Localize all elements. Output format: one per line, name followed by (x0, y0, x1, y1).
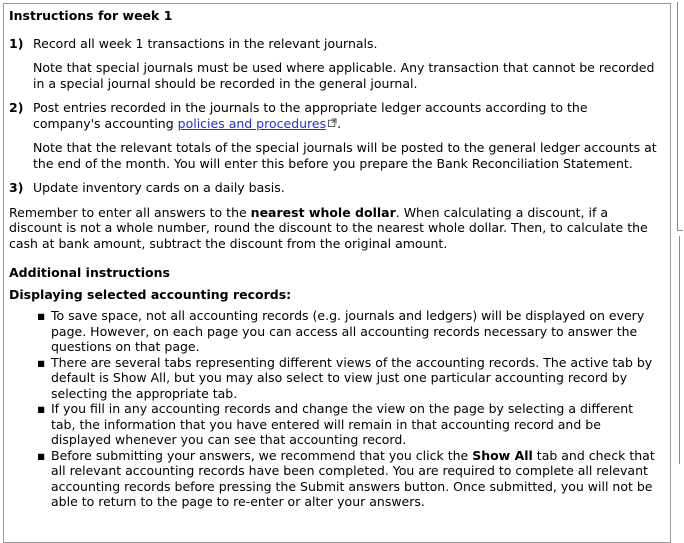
step-text-end: . (337, 115, 342, 131)
step-number: 3) (9, 180, 24, 195)
displaying-records-heading: Displaying selected accounting records: (9, 286, 292, 302)
bullet-icon: ▪ (37, 308, 46, 323)
step-text: Post entries recorded in the journals to the appropriate ledger accounts according to the company's accounting (33, 100, 588, 131)
policies-link[interactable]: policies and procedures (177, 115, 327, 131)
step-2 (9, 100, 659, 131)
instructions-content (9, 8, 659, 510)
step-number: 2) (9, 100, 24, 115)
step-3 (9, 180, 659, 196)
note-special-journal-totals: Note that the relevant totals of the special journals will be posted to the general ledger accounts at the end of the month. You will enter this before you prepare the Bank Reconciliation Statement. (33, 140, 657, 171)
step-1 (9, 36, 659, 52)
adjacent-panel-edge-lower (679, 236, 680, 464)
bullet-icon: ▪ (37, 354, 46, 370)
list-item: ▪ There are several tabs representing different views of the accounting records. The active tab by default is Show All, but you may also select to view just one particular accounting record by selecting the appropriate tab. (37, 354, 653, 401)
rounding-instructions: Remember to enter all answers to the nearest whole dollar. When calculating a discount, if a discount is not a whole number, round the discount to the nearest whole dollar. Then, to calculate the cash at bank amount, subtract the discount from the original amount. (9, 204, 648, 251)
note-special-journals: Note that special journals must be used where applicable. Any transaction that cannot be recorded in a special journal should be recorded in the general journal. (33, 60, 655, 91)
bullet-icon: ▪ (37, 401, 46, 416)
list-item: ▪ Before submitting your answers, we recommend that you click the Show All tab and check that all relevant accounting records have been completed. You are required to complete all relevant accounting records before pressing the Submit answers button. Once submitted, you will not be able to return to the page to re-enter or alter your answers. (37, 447, 655, 509)
instruction-bullets (9, 308, 659, 510)
external-link-icon[interactable] (328, 118, 337, 127)
show-all-emphasis: Show All (472, 447, 533, 463)
adjacent-panel-divider (677, 230, 683, 231)
page-title: Instructions for week 1 (9, 8, 173, 23)
adjacent-panel-edge (677, 2, 678, 230)
list-item: ▪ To save space, not all accounting records (e.g. journals and ledgers) will be displayed on every page. However, on each page you can access all accounting records necessary to answer the questions on that page. (37, 308, 645, 354)
list-item: ▪ If you fill in any accounting records and change the view on the page by selecting a different tab, the information that you have entered will remain in that accounting record and be displayed whenever you can see that accounting record. (37, 401, 634, 447)
additional-instructions-heading: Additional instructions (9, 265, 170, 280)
rounding-emphasis: nearest whole dollar (250, 204, 396, 220)
step-text: Record all week 1 transactions in the relevant journals. (33, 35, 378, 51)
step-text: Update inventory cards on a daily basis. (33, 180, 285, 195)
step-number: 1) (9, 35, 24, 51)
bullet-icon: ▪ (37, 447, 46, 463)
